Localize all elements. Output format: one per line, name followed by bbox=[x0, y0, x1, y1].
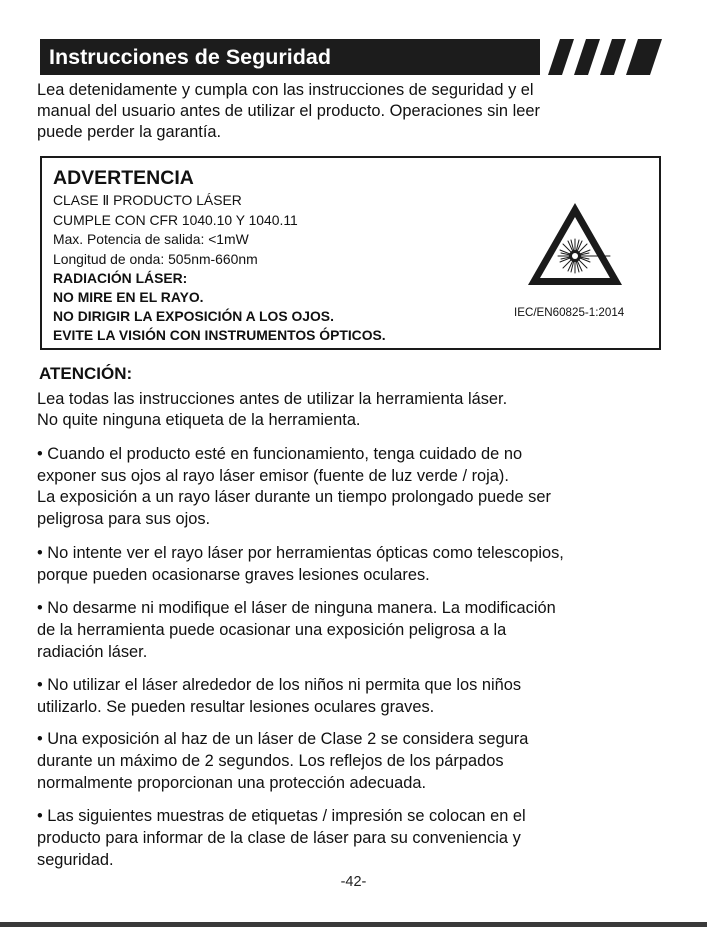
bullet-line: producto para informar de la clase de láser para su conveniencia y bbox=[37, 829, 521, 847]
page-number: -42- bbox=[340, 874, 367, 890]
footer-divider bbox=[0, 922, 707, 927]
bullet-line: radiación láser. bbox=[37, 643, 148, 661]
bullet-line: • No utilizar el láser alrededor de los niños ni permita que los niños bbox=[37, 676, 522, 694]
section-title: Instrucciones de Seguridad bbox=[49, 45, 331, 69]
attention-line: No quite ninguna etiqueta de la herramienta. bbox=[37, 411, 361, 429]
bullet-line: normalmente proporcionan una protección adecuada. bbox=[37, 774, 427, 792]
bullet-line: porque pueden ocasionarse graves lesiones oculares. bbox=[37, 566, 430, 584]
warning-bold-line: NO DIRIGIR LA EXPOSICIÓN A LOS OJOS. bbox=[53, 308, 334, 324]
bullet-line: La exposición a un rayo láser durante un tiempo prolongado puede ser bbox=[37, 488, 551, 506]
intro-line: Lea detenidamente y cumpla con las instrucciones de seguridad y el bbox=[37, 81, 534, 99]
intro-line: puede perder la garantía. bbox=[37, 123, 222, 141]
attention-line: Lea todas las instrucciones antes de utilizar la herramienta láser. bbox=[37, 390, 508, 408]
bullet-line: durante un máximo de 2 segundos. Los reflejos de los párpados bbox=[37, 752, 504, 770]
bullet-line: peligrosa para sus ojos. bbox=[37, 510, 211, 528]
bullet-line: de la herramienta puede ocasionar una exposición peligrosa a la bbox=[37, 621, 507, 639]
bullet-line: • Las siguientes muestras de etiquetas / impresión se colocan en el bbox=[37, 807, 526, 825]
warning-line: Longitud de onda: 505nm-660nm bbox=[53, 251, 258, 267]
warning-line: CLASE Ⅱ PRODUCTO LÁSER bbox=[53, 192, 242, 208]
bullet-line: • No intente ver el rayo láser por herramientas ópticas como telescopios, bbox=[37, 544, 564, 562]
header-stripes-decoration bbox=[538, 39, 662, 75]
warning-line: CUMPLE CON CFR 1040.10 Y 1040.11 bbox=[53, 212, 298, 228]
attention-title: ATENCIÓN: bbox=[39, 364, 133, 383]
warning-bold-line: EVITE LA VISIÓN CON INSTRUMENTOS ÓPTICOS. bbox=[53, 327, 386, 343]
warning-line: Max. Potencia de salida: <1mW bbox=[53, 231, 249, 247]
laser-warning-icon bbox=[525, 200, 625, 288]
bullet-line: • No desarme ni modifique el láser de ninguna manera. La modificación bbox=[37, 599, 556, 617]
warning-bold-line: RADIACIÓN LÁSER: bbox=[53, 270, 188, 286]
bullet-line: • Cuando el producto esté en funcionamiento, tenga cuidado de no bbox=[37, 445, 523, 463]
standard-label: IEC/EN60825-1:2014 bbox=[514, 306, 625, 319]
intro-line: manual del usuario antes de utilizar el producto. Operaciones sin leer bbox=[37, 102, 540, 120]
warning-bold-line: NO MIRE EN EL RAYO. bbox=[53, 289, 204, 305]
bullet-line: • Una exposición al haz de un láser de Clase 2 se considera segura bbox=[37, 730, 529, 748]
warning-title: ADVERTENCIA bbox=[53, 167, 194, 189]
bullet-line: seguridad. bbox=[37, 851, 114, 869]
bullet-line: utilizarlo. Se pueden resultar lesiones oculares graves. bbox=[37, 698, 435, 716]
bullet-line: exponer sus ojos al rayo láser emisor (fuente de luz verde / roja). bbox=[37, 467, 509, 485]
